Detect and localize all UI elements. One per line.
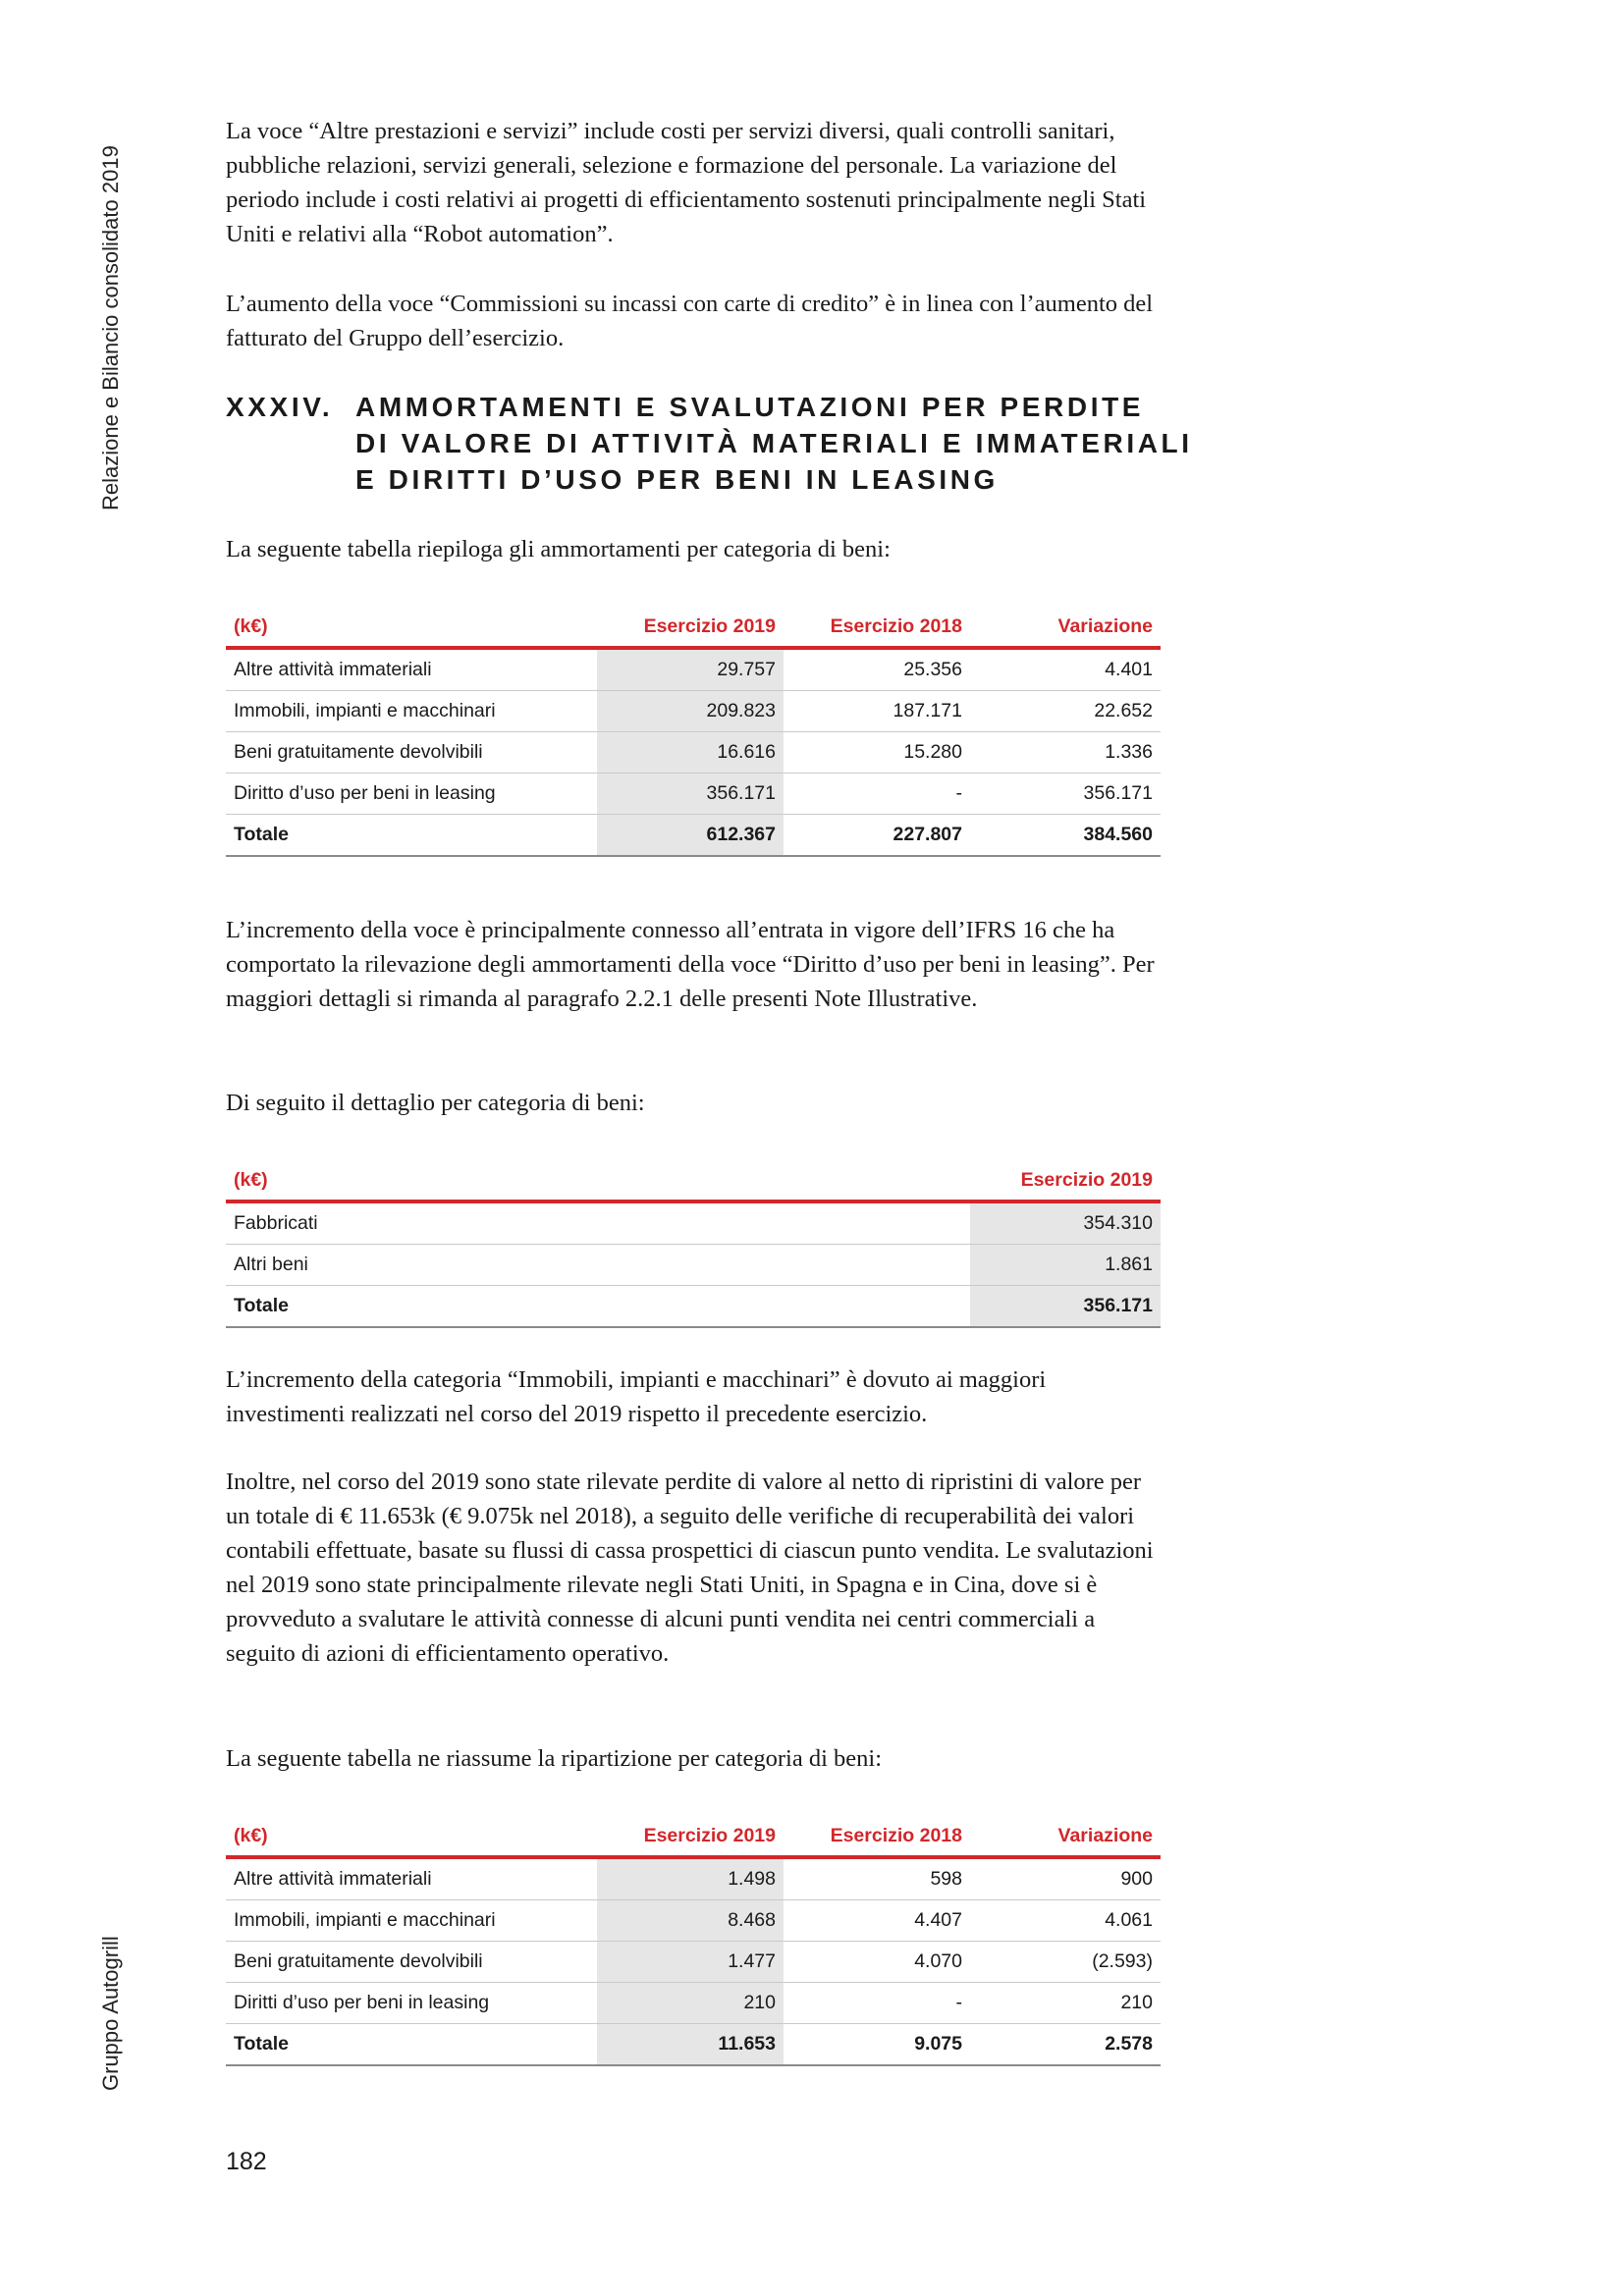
column-header-2019: Esercizio 2019 (970, 1160, 1161, 1201)
heading-line-1: AMMORTAMENTI E SVALUTAZIONI PER PERDITE (355, 392, 1145, 422)
table-row (226, 1245, 1161, 1286)
row-label: Immobili, impianti e macchinari (226, 1900, 597, 1942)
row-label: Fabbricati (226, 1201, 970, 1245)
row-label: Totale (226, 815, 597, 857)
table-total-row (226, 1286, 1161, 1328)
row-label: Totale (226, 2024, 597, 2066)
sidebar-company-name: Gruppo Autogrill (98, 1936, 123, 2091)
cell-value: 1.336 (970, 732, 1161, 774)
cell-value: 187.171 (784, 691, 970, 732)
table-row (226, 1900, 1161, 1942)
cell-value: 4.407 (784, 1900, 970, 1942)
cell-value: 22.652 (970, 691, 1161, 732)
cell-value: 1.861 (970, 1245, 1161, 1286)
table-header-row (226, 1160, 1161, 1201)
sidebar-report-title: Relazione e Bilancio consolidato 2019 (98, 145, 123, 510)
cell-value: - (784, 774, 970, 815)
cell-value: 1.498 (597, 1857, 784, 1900)
paragraph-table2-intro: Di seguito il dettaglio per categoria di beni: (226, 1090, 645, 1116)
right-of-use-table (226, 1160, 1161, 1328)
row-label: Diritti d’uso per beni in leasing (226, 1983, 597, 2024)
table-header-row (226, 1816, 1161, 1857)
cell-value: 384.560 (970, 815, 1161, 857)
row-label: Diritto d’uso per beni in leasing (226, 774, 597, 815)
cell-value: 4.401 (970, 648, 1161, 691)
cell-value: 29.757 (597, 648, 784, 691)
heading-line-3: E DIRITTI D’USO PER BENI IN LEASING (355, 464, 999, 495)
table-row (226, 774, 1161, 815)
paragraph-table3-intro: La seguente tabella ne riassume la ripartizione per categoria di beni: (226, 1745, 883, 1772)
table-total-row (226, 2024, 1161, 2066)
table-row (226, 732, 1161, 774)
column-header-unit: (k€) (226, 1160, 970, 1201)
column-header-unit: (k€) (226, 607, 597, 648)
amortization-table (226, 607, 1161, 857)
cell-value: 4.061 (970, 1900, 1161, 1942)
table-row (226, 691, 1161, 732)
column-header-variazione: Variazione (970, 607, 1161, 648)
paragraph-immobili: L’incremento della categoria “Immobili, impianti e macchinari” è dovuto ai maggiori investimenti realizzati nel corso del 2019 rispetto il precedente esercizio. (226, 1366, 1047, 1427)
column-header-2019: Esercizio 2019 (597, 1816, 784, 1857)
paragraph-table1-intro: La seguente tabella riepiloga gli ammortamenti per categoria di beni: (226, 536, 891, 562)
cell-value: 209.823 (597, 691, 784, 732)
cell-value: - (784, 1983, 970, 2024)
cell-value: 210 (597, 1983, 784, 2024)
table-header-row (226, 607, 1161, 648)
table-row (226, 1983, 1161, 2024)
cell-value: (2.593) (970, 1942, 1161, 1983)
table-row (226, 648, 1161, 691)
cell-value: 900 (970, 1857, 1161, 1900)
section-heading (226, 389, 1193, 498)
column-header-unit: (k€) (226, 1816, 597, 1857)
paragraph-ifrs16: L’incremento della voce è principalmente connesso all’entrata in vigore dell’IFRS 16 che ha comportato la rilevazione degli ammortamenti della voce “Diritto d’uso per beni in leasing”. Per maggiori dettagli si rimanda al paragrafo 2.2.1 delle presenti Note Illustrative. (226, 917, 1155, 1012)
cell-value: 4.070 (784, 1942, 970, 1983)
section-number: XXXIV. (226, 392, 334, 422)
row-label: Beni gratuitamente devolvibili (226, 1942, 597, 1983)
table-row (226, 1942, 1161, 1983)
cell-value: 16.616 (597, 732, 784, 774)
page-number: 182 (226, 2148, 267, 2175)
cell-value: 9.075 (784, 2024, 970, 2066)
column-header-2018: Esercizio 2018 (784, 607, 970, 648)
paragraph-impairment: Inoltre, nel corso del 2019 sono state rilevate perdite di valore al netto di ripristini di valore per un totale di € 11.653k (€ 9.075k nel 2018), a seguito delle verifiche di recuperabilità dei valori contabili effettuate, basate su flussi di cassa prospettici di ciascun punto vendita. Le svalutazioni nel 2019 sono state principalmente rilevate negli Stati Uniti, in Spagna e in Cina, dove si è provveduto a svalutare le attività connesse di alcuni punti vendita nei centri commerciali a seguito di azioni di efficientamento operativo. (226, 1468, 1154, 1667)
table-row (226, 1201, 1161, 1245)
cell-value: 25.356 (784, 648, 970, 691)
row-label: Altre attività immateriali (226, 648, 597, 691)
cell-value: 210 (970, 1983, 1161, 2024)
heading-line-2: DI VALORE DI ATTIVITÀ MATERIALI E IMMATERIALI (355, 428, 1193, 458)
cell-value: 2.578 (970, 2024, 1161, 2066)
cell-value: 11.653 (597, 2024, 784, 2066)
row-label: Altri beni (226, 1245, 970, 1286)
impairment-table (226, 1816, 1161, 2066)
row-label: Beni gratuitamente devolvibili (226, 732, 597, 774)
cell-value: 612.367 (597, 815, 784, 857)
cell-value: 356.171 (970, 774, 1161, 815)
row-label: Altre attività immateriali (226, 1857, 597, 1900)
row-label: Totale (226, 1286, 970, 1328)
cell-value: 356.171 (597, 774, 784, 815)
column-header-variazione: Variazione (970, 1816, 1161, 1857)
cell-value: 598 (784, 1857, 970, 1900)
cell-value: 8.468 (597, 1900, 784, 1942)
cell-value: 15.280 (784, 732, 970, 774)
column-header-2018: Esercizio 2018 (784, 1816, 970, 1857)
cell-value: 227.807 (784, 815, 970, 857)
table-row (226, 1857, 1161, 1900)
cell-value: 354.310 (970, 1201, 1161, 1245)
cell-value: 1.477 (597, 1942, 784, 1983)
paragraph-altre-prestazioni: La voce “Altre prestazioni e servizi” include costi per servizi diversi, quali controlli sanitari, pubbliche relazioni, servizi generali, selezione e formazione del personale. La variazione del periodo include i costi relativi ai progetti di efficientamento sostenuti principalmente negli Stati Uniti e relativi alla “Robot automation”. (226, 118, 1147, 247)
cell-value: 356.171 (970, 1286, 1161, 1328)
column-header-2019: Esercizio 2019 (597, 607, 784, 648)
row-label: Immobili, impianti e macchinari (226, 691, 597, 732)
table-total-row (226, 815, 1161, 857)
paragraph-commissioni: L’aumento della voce “Commissioni su incassi con carte di credito” è in linea con l’aumento del fatturato del Gruppo dell’esercizio. (226, 291, 1154, 351)
